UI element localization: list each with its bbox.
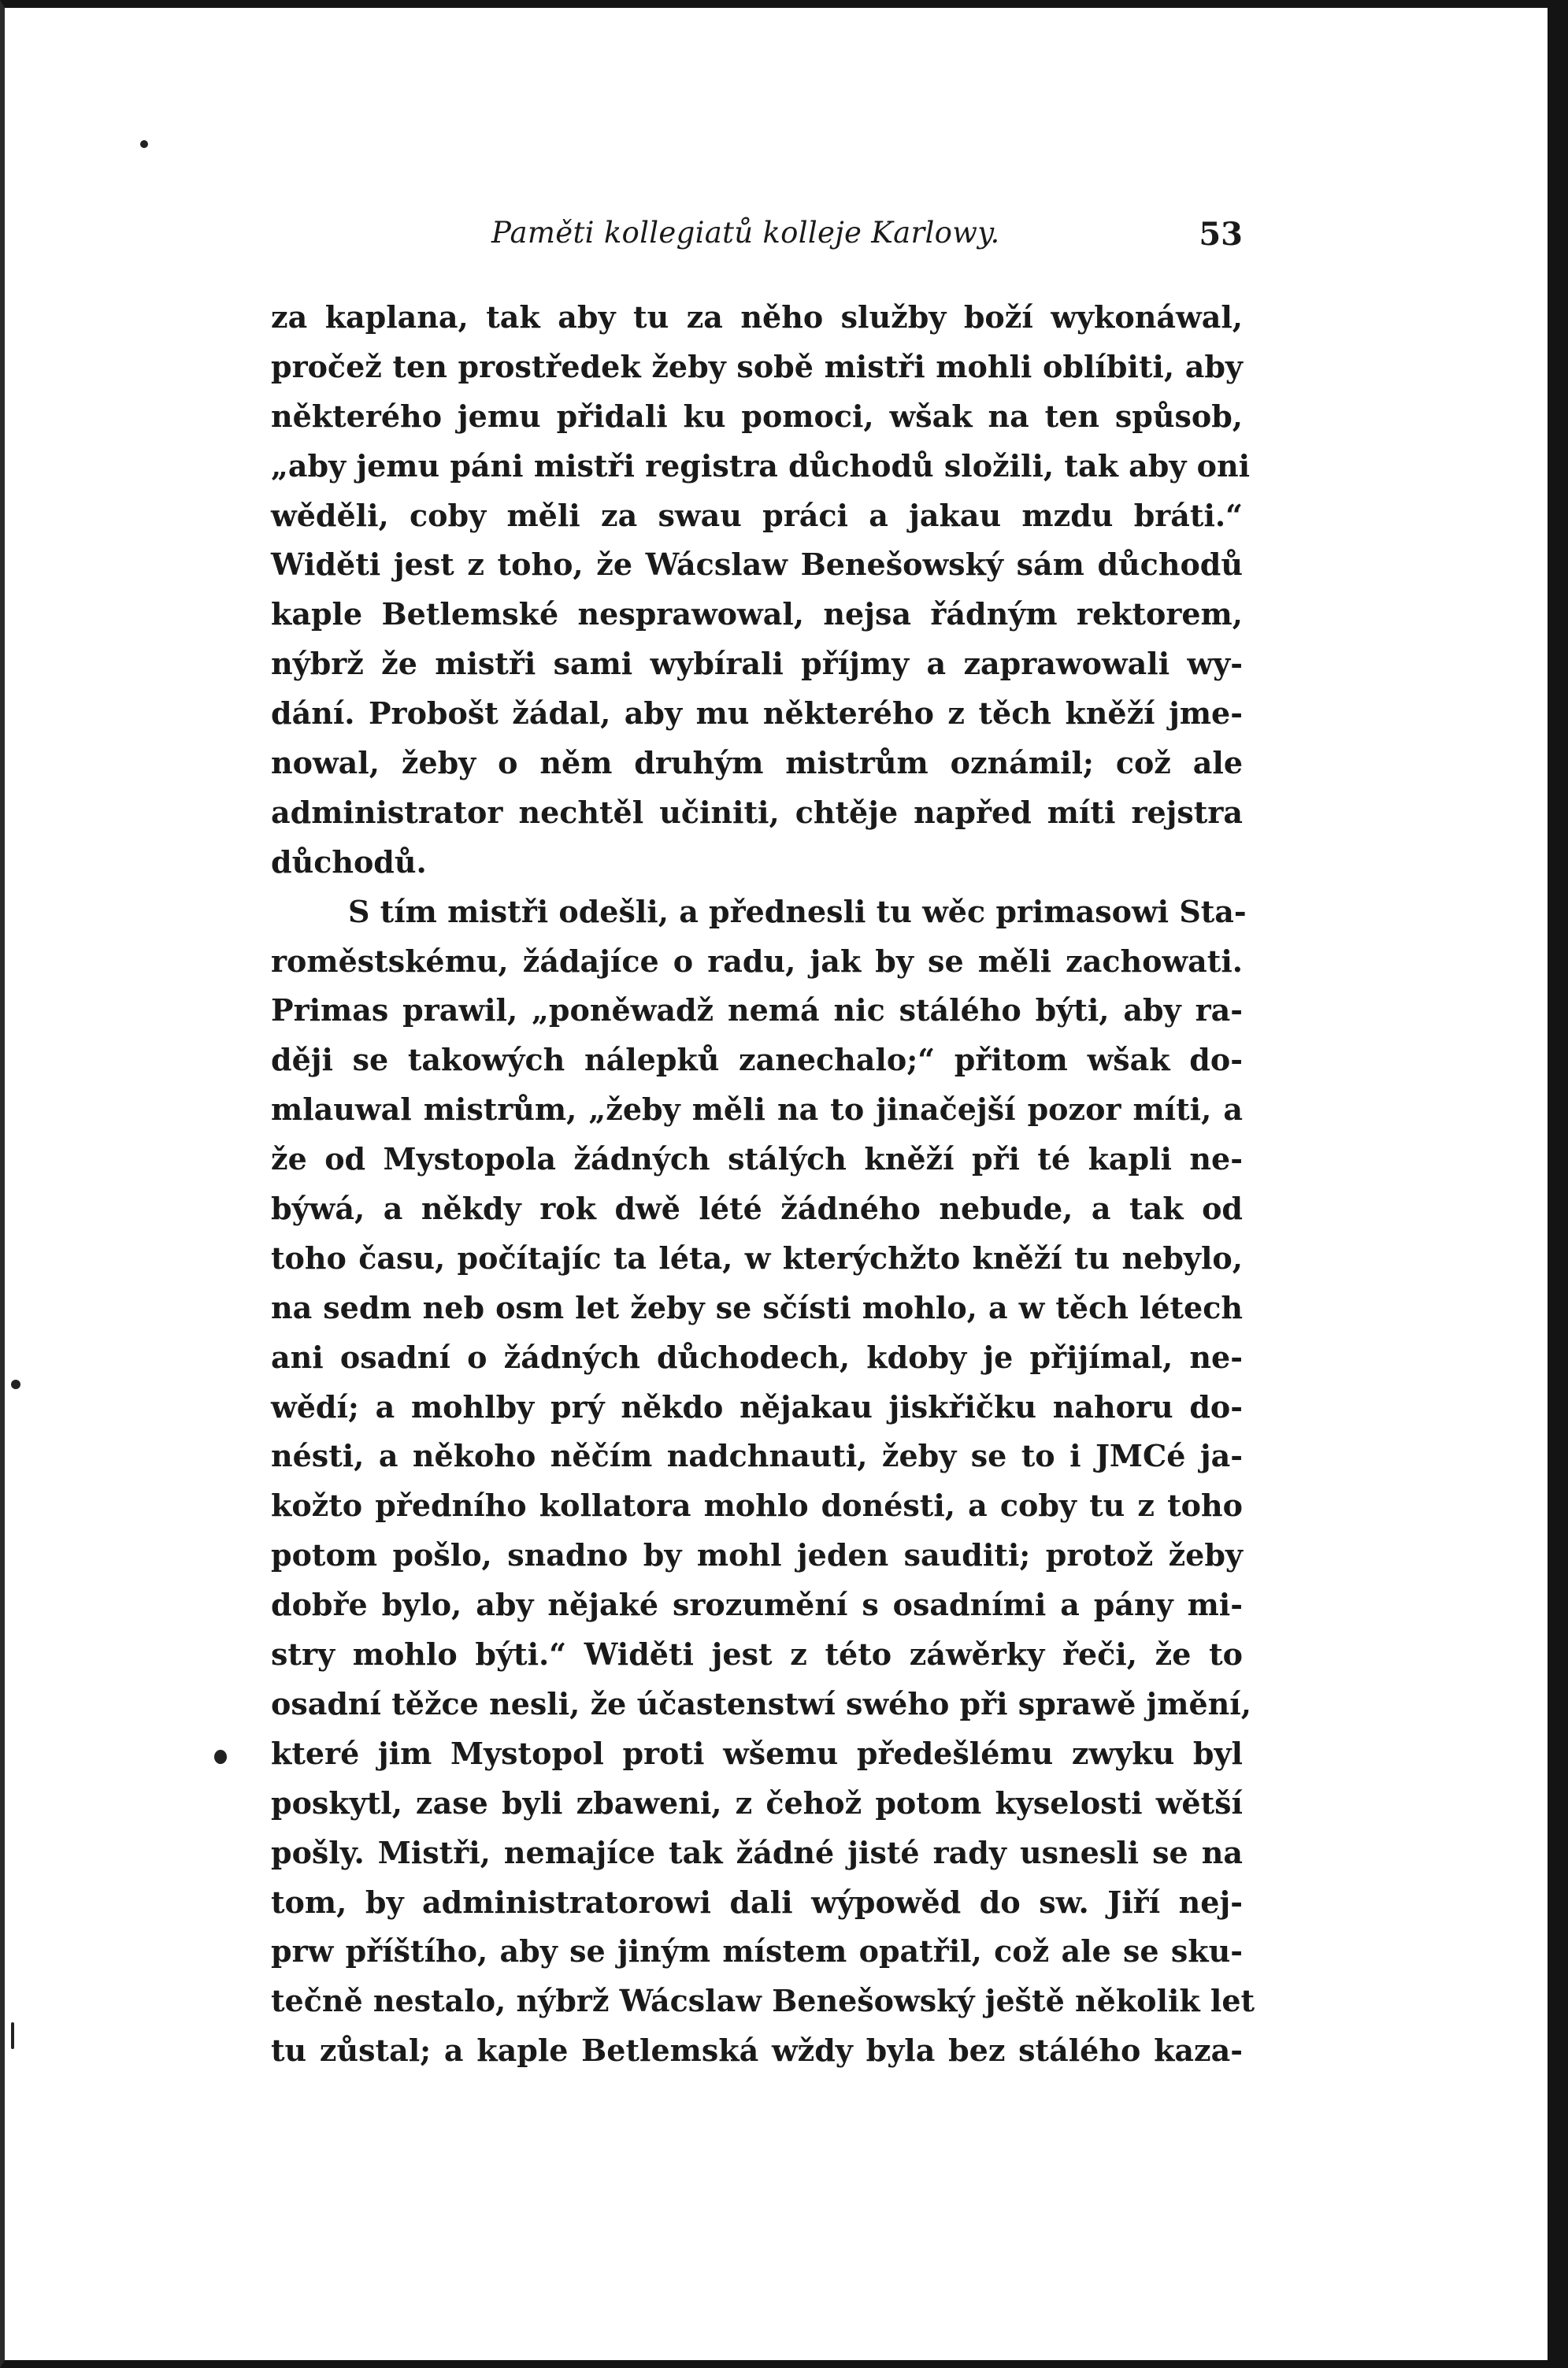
text-line: nýbrž že mistři sami wybírali příjmy a zaprawowali wy- xyxy=(271,646,1243,682)
text-line: tečně nestalo, nýbrž Wácslaw Benešowský ještě několik let xyxy=(271,1983,1255,2019)
text-line: důchodů. xyxy=(271,843,427,880)
text-line: které jim Mystopol proti wšemu předešlému zwyku byl xyxy=(271,1735,1243,1771)
text-line: ději se takowých nálepků zanechalo;“ přitom wšak do- xyxy=(271,1042,1243,1078)
text-line: ani osadní o žádných důchodech, kdoby je přijímal, ne- xyxy=(271,1339,1243,1375)
page-number: 53 xyxy=(1199,216,1243,253)
ink-speck xyxy=(140,140,148,148)
text-line: potom pošlo, snadno by mohl jeden sauditi; protož žeby xyxy=(271,1537,1243,1573)
text-line: kaple Betlemské nesprawowal, nejsa řádným rektorem, xyxy=(271,596,1243,632)
text-line: nowal, žeby o něm druhým mistrům oznámil; což ale xyxy=(271,745,1243,781)
text-line: některého jemu přidali ku pomoci, wšak na ten spůsob, xyxy=(271,398,1243,434)
text-line: nésti, a někoho něčím nadchnauti, žeby se to i JMCé ja- xyxy=(271,1438,1243,1474)
text-line: že od Mystopola žádných stálých kněží při té kapli ne- xyxy=(271,1141,1243,1177)
text-line: mlauwal mistrům, „žeby měli na to jinačejší pozor míti, a xyxy=(271,1091,1243,1128)
text-line: dobře bylo, aby nějaké srozumění s osadními a pány mi- xyxy=(271,1587,1243,1623)
text-line: pročež ten prostředek žeby sobě mistři mohli oblíbiti, aby xyxy=(271,348,1243,384)
text-line: prw příštího, aby se jiným místem opatřil, což ale se sku- xyxy=(271,1933,1243,1970)
text-line: osadní těžce nesli, že účastenstwí swého při sprawě jmění, xyxy=(271,1685,1251,1721)
text-line: dání. Probošt žádal, aby mu některého z těch kněží jme- xyxy=(271,695,1243,732)
text-line: administrator nechtěl učiniti, chtěje napřed míti rejstra xyxy=(271,794,1243,830)
page-header xyxy=(271,206,1243,254)
text-line: Widěti jest z toho, že Wácslaw Benešowský sám důchodů xyxy=(271,547,1243,583)
text-line: pošly. Mistři, nemajíce tak žádné jisté rady usnesli se na xyxy=(271,1834,1243,1870)
text-line: stry mohlo býti.“ Widěti jest z této záwěrky řeči, že to xyxy=(271,1636,1243,1673)
text-line: wědí; a mohlby prý někdo nějakau jiskřičku nahoru do- xyxy=(271,1388,1243,1425)
text-line: poskytl, zase byli zbaweni, z čehož potom kyselosti wětší xyxy=(271,1784,1243,1821)
text-line: kožto předního kollatora mohlo donésti, a coby tu z toho xyxy=(271,1488,1243,1524)
text-line: býwá, a někdy rok dwě lété žádného nebude, a tak od xyxy=(271,1191,1243,1227)
text-line: tu zůstal; a kaple Betlemská wždy byla bez stálého kaza- xyxy=(271,2033,1243,2069)
running-title: Paměti kollegiatů kolleje Karlowy. xyxy=(491,216,1000,250)
text-line: roměstskému, žádajíce o radu, jak by se měli zachowati. xyxy=(271,943,1243,979)
text-line: wěděli, coby měli za swau práci a jakau mzdu bráti.“ xyxy=(271,497,1243,533)
text-line: za kaplana, tak aby tu za něho služby boží wykonáwal, xyxy=(271,299,1243,335)
text-line: tom, by administratorowi dali wýpowěd do sw. Jiří nej- xyxy=(271,1884,1243,1920)
book-page xyxy=(271,206,1255,2069)
ink-speck xyxy=(11,2022,14,2049)
text-line: S tím mistři odešli, a přednesli tu wěc primasowi Sta- xyxy=(348,893,1247,929)
text-line: Primas prawil, „poněwadž nemá nic stálého býti, aby ra- xyxy=(271,992,1243,1028)
body-text xyxy=(271,293,1255,2076)
ink-speck xyxy=(11,1380,20,1389)
text-line: „aby jemu páni mistři registra důchodů složili, tak aby oni xyxy=(271,447,1251,484)
text-line: toho času, počítajíc ta léta, w kterýchžto kněží tu nebylo, xyxy=(271,1240,1243,1276)
ink-speck xyxy=(214,1750,227,1764)
text-line: na sedm neb osm let žeby se sčísti mohlo, a w těch létech xyxy=(271,1289,1243,1325)
